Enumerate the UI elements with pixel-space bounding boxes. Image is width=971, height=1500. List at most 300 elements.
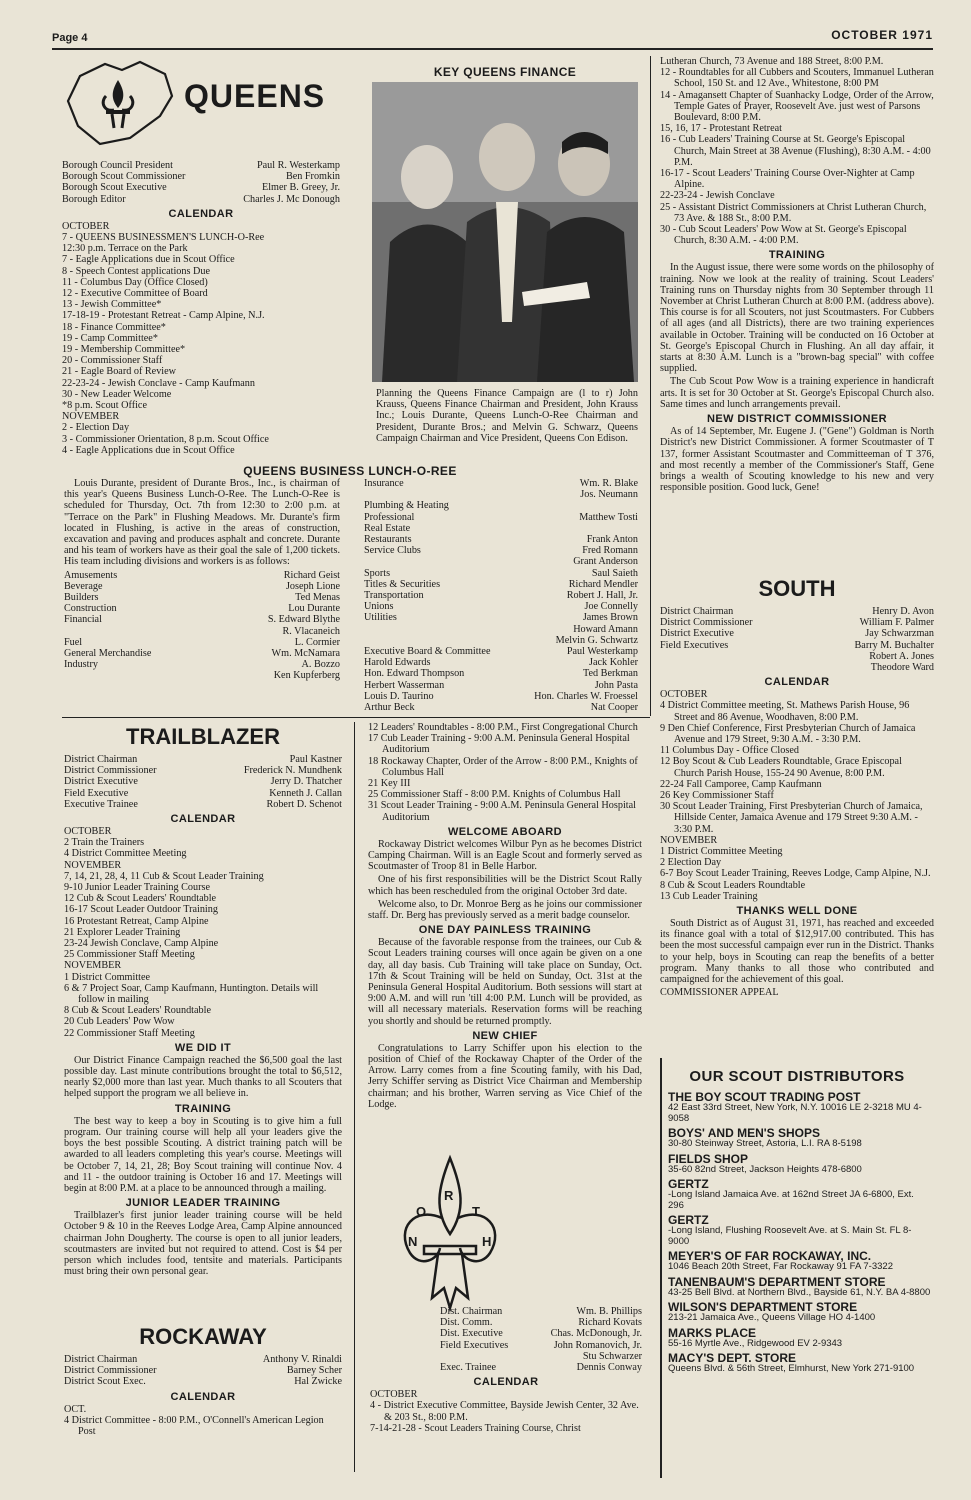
- lunch-division-value: Jack Kohler: [589, 657, 638, 669]
- emblem-letter-t: T: [472, 1204, 480, 1219]
- queens-calendar-item: OCTOBER: [62, 220, 110, 232]
- lunch-division-value: James Brown: [582, 612, 638, 624]
- queens-officers: [62, 160, 340, 205]
- lunch-division-row: [364, 489, 638, 500]
- south-title: SOUTH: [758, 576, 836, 601]
- south-officer-label: District Chairman: [660, 606, 734, 617]
- queens-officer-value: Elmer B. Greey, Jr.: [262, 182, 340, 194]
- trailblazer-officer-row: [64, 765, 342, 776]
- north-calendar-item: 12 - Roundtables for all Cubbers and Scouters, Immanuel Lutheran School, 150 St. and 12 Ave., Whitestone, 8:00 PM: [660, 67, 934, 90]
- lunch-division-row: [364, 635, 638, 646]
- north-officers: [370, 1306, 642, 1373]
- lunch-division-row: [364, 579, 638, 590]
- emblem-letter-o: O: [416, 1204, 427, 1219]
- distributor-entry: [668, 1301, 932, 1324]
- lunch-division-row: [64, 659, 340, 670]
- distributor-entry: [668, 1178, 932, 1211]
- north-calendar-item: 4 - District Executive Committee, Bayside Jewish Center, 32 Ave. & 203 St., 8:00 P.M.: [370, 1400, 639, 1423]
- lunch-division-row: [364, 523, 638, 534]
- lunch-division-value: Saul Saieth: [591, 567, 638, 579]
- north-calendar-continued: Lutheran Church, 73 Avenue and 188 Street, 8:00 P.M. 12 - Roundtables for all Cubbers and Scouters, Immanuel Lutheran School, 150 St. and 12 Ave., Whitestone, 8:00 PM 14 - Amagansett Chapter of Suanhacky Lodge, Order of the Arrow, Temple Gates of Prayer, Roosevelt Ave. just west of Parsons Boulevard, 8:00 P.M. 15, 16, 17 - Protestant Retreat 16 - Cub Leaders' Training Course at St. George's Episcopal Church, Main Street at 38 Avenue (Flushing), 8:30 A.M. - 4:00 P.M. 16-17 - Scout Leaders' Training Course Over-Nighter at Camp Alpine. 22-23-24 - Jewish Conclave 25 - Assistant District Commissioners at Christ Lutheran Church, 73 Ave. & 188 St., 8:00 P.M. 30 - Cub Scout Leaders' Pow Wow at St. George's Episcopal Church, 8:30 A.M. - 4:00 P.M. TRAINING In the August issue, there were some words on the philosophy of training. Now we look at the reality of training. Scout Leaders' Training runs on Thursday nights from 30 September through 11 November at Christ Lutheran Church at 8:00 P.M. (address above). This course is for all Scouters, not just Scoutmasters. For Cubbers of all ages (and all Districts), there are two training experiences available in October. Training will be conducted on 16 October at St. George's Episcopal Church in Flushing. An all day affair, it starts at 8:30 A.M. Lunch is a "brown-bag special" with coffee supplied. The Cub Scout Pow Wow is a training experience in handicraft arts. It is set for 30 October at St. George's Episcopal Church also. Same times and lunch arrangements prevail. NEW DISTRICT COMMISSIONER As of 14 September, Mr. Eugene J. ("Gene") Goldman is North District's new District Commissioner. A former Scoutmaster of T 137, former Assistant Scoutmaster and Committeeman of T 376, and most recently a member of the Commissioner's Staff, Gene brings a wealth of Scouting knowledge to his new and very responsible position. Good luck, Gene!: [660, 56, 934, 494]
- distributor-entry: [668, 1153, 932, 1176]
- north-officer-label: Field Executives: [440, 1339, 509, 1351]
- lunch-division-value: Melvin G. Schwartz: [555, 634, 638, 646]
- queens-title: QUEENS: [184, 78, 326, 114]
- trailblazer-officer-row: [64, 788, 342, 799]
- queens-calendar-item: 2 - Election Day: [62, 422, 130, 434]
- distributor-entry: [668, 1250, 932, 1273]
- north-officer-row: [440, 1317, 642, 1328]
- rockaway-calendar-heading: CALENDAR: [170, 1390, 236, 1403]
- distributor-address: Queens Blvd. & 56th Street, Elmhurst, New York 271-9100: [668, 1363, 915, 1374]
- lunch-division-value: Paul Westerkamp: [566, 646, 638, 658]
- queens-calendar-item: 4 - Eagle Applications due in Scout Office: [62, 444, 235, 456]
- queens-column: [62, 160, 340, 456]
- queens-calendar-item: 12 - Executive Committee of Board: [62, 288, 208, 300]
- lunch-division-value: Lou Durante: [288, 603, 340, 615]
- south-calendar-item: 26 Key Commissioner Staff: [660, 790, 774, 802]
- trailblazer-calendar-item: 1 District Committee: [64, 971, 151, 983]
- lunch-division-value: Robert J. Hall, Jr.: [566, 590, 638, 602]
- rockaway-officer-label: District Commissioner: [64, 1365, 157, 1377]
- lunch-division-label: Utilities: [364, 612, 397, 624]
- north-officer-value: Chas. McDonough, Jr.: [550, 1328, 642, 1340]
- south-calendar-item: OCTOBER: [660, 689, 708, 701]
- rockaway-officers: [64, 1354, 342, 1388]
- trailblazer-calendar: [64, 826, 342, 1039]
- south-officer-value: Henry D. Avon: [872, 606, 934, 617]
- queens-calendar-item: NOVEMBER: [62, 411, 120, 423]
- queens-officer-label: Borough Scout Commissioner: [62, 171, 186, 183]
- north-calendar-item: 16 - Cub Leaders' Training Course at St. George's Episcopal Church, Main Street at 38 Avenue (Flushing), 8:30 A.M. - 4:00 P.M.: [660, 134, 931, 168]
- finance-heading: KEY QUEENS FINANCE: [433, 65, 577, 79]
- north-column: [370, 1306, 642, 1476]
- new-chief-heading: NEW CHIEF: [472, 1029, 538, 1042]
- trailblazer-column: TRAILBLAZER District Chairman Paul Kastner District Commissioner Frederick N. Mundhenk District Executive Jerry D. Thatcher Field Executive Kenneth J. Callan Executive Trainee Robert D. Schenot CALENDAR OCTOBER 2 Train the Trainers 4 District Committee Meeting NOVEMBER 7, 14, 21, 28, 4, 11 Cub & Scout Leader Training 9-10 Junior Leader Training Course 12 Cub & Scout Leaders' Roundtable 16-17 Scout Leader Outdoor Training 16 Protestant Retreat, Camp Alpine 21 Explorer Leader Training 23-24 Jewish Conclave, Camp Alpine 25 Commissioner Staff Meeting NOVEMBER 1 District Committee 6 & 7 Project Soar, Camp Kaufmann, Huntington. Details will follow in mailing 8 Cub & Scout Leaders' Roundtable 20 Cub Leaders' Pow Wow 22 Commissioner Staff Meeting WE DID IT Our District Finance Campaign reached the $6,500 goal the last possible day. Last minute contributions brought the total to $6,512, nearly $2,000 more than last year. Much thanks to all Scouters that helped support the program we all believe in. TRAINING The best way to keep a boy in Scouting is to give him a full program. Our training course will help all your leaders give the boys the best possible Scouting. A district training patch will be awarded to all leaders completing this year's course. Meetings will be October 7, 14, 21, 28; Boy Scout training will continue Nov. 4 and 11 - the outdoor training is October 16 and 17. Meetings will begin at 8:00 P.M. at a place to be announced through a mailing. JUNIOR LEADER TRAINING Trailblazer's first junior leader training course will be held October 9 & 10 in the Reeves Lodge Area, Camp Alpine announced chairman John Dougherty. The course is open to all junior leaders, scoutmasters are invited but not required to attend. Cost is $4 per person which includes food, tentsite and materials. Participants must bring their own personal gear.: [64, 724, 342, 1278]
- lunch-division-label: Transportation: [364, 590, 424, 602]
- distributor-entry: [668, 1276, 932, 1299]
- distributor-name: FIELDS SHOP: [668, 1151, 749, 1166]
- trailblazer-officer-label: District Executive: [64, 776, 138, 788]
- lunch-division-label: Amusements: [64, 569, 118, 581]
- section-rule: [62, 717, 650, 718]
- distributors-heading: OUR SCOUT DISTRIBUTORS: [689, 1068, 905, 1085]
- north-calendar-item: 22-23-24 - Jewish Conclave: [660, 190, 775, 202]
- lunch-division-value: Richard Mendler: [568, 578, 638, 590]
- lunch-division-label: Financial: [64, 614, 102, 626]
- lunch-division-value: Joe Connelly: [584, 601, 638, 613]
- lunch-division-value: Frank Anton: [586, 534, 638, 546]
- north-officer-value: John Romanovich, Jr.: [553, 1339, 642, 1351]
- trailblazer-officers: [64, 754, 342, 810]
- distributors-list: [662, 1091, 932, 1375]
- lunch-division-value: Wm. McNamara: [271, 648, 340, 660]
- lunch-division-value: Fred Romann: [582, 545, 638, 557]
- south-calendar-item: 2 Election Day: [660, 857, 722, 869]
- trailblazer-officer-row: [64, 776, 342, 787]
- lunch-division-label: Plumbing & Heating: [364, 500, 449, 512]
- lunch-division-value: John Pasta: [594, 679, 638, 691]
- trailblazer-officer-value: Frederick N. Mundhenk: [243, 765, 342, 777]
- queens-calendar-item: 20 - Commissioner Staff: [62, 355, 163, 367]
- lunch-division-label: General Merchandise: [64, 648, 152, 660]
- three-men-photo: [372, 82, 638, 382]
- lunch-division-label: Fuel: [64, 636, 83, 648]
- lunch-division-row: [364, 478, 638, 489]
- distributor-address: 55-16 Myrtle Ave., Ridgewood EV 2-9343: [668, 1337, 843, 1349]
- north-officer-row: [440, 1306, 642, 1317]
- lunch-division-label: Professional: [364, 511, 415, 523]
- south-calendar-heading: CALENDAR: [764, 676, 830, 689]
- distributor-name: GERTZ: [668, 1213, 709, 1227]
- distributor-address: 43-25 Bell Blvd. at Northern Blvd., Bayside 61, N.Y. BA 4-8800: [668, 1286, 931, 1298]
- south-calendar-item: 8 Cub & Scout Leaders Roundtable: [660, 879, 806, 891]
- emblem-letter-r: R: [444, 1188, 454, 1203]
- lunch-division-row: [64, 637, 340, 648]
- south-officer-row: [660, 617, 934, 628]
- distributor-name: TANENBAUM'S DEPARTMENT STORE: [668, 1274, 886, 1289]
- lunch-division-row: [364, 512, 638, 523]
- lunch-left-column: Louis Durante, president of Durante Bros., Inc., is chairman of this year's Queens Business Lunch-O-Ree. The Lunch-O-Ree is scheduled for Thursday, Oct. 7th from 12:30 to 2:00 p.m. at "Terrace on the Park" in Flushing Meadows. Mr. Durante's firm located in Flushing, is active in the areas of construction, excavation and paving and produces asphalt and concrete. Durante and his team of workers have as their goal the sale of 1,200 tickets. His team including divisions and workers is as follows: Amusements Richard Geist Beverage Joseph Lione Builders Ted Menas Construction Lou Durante Financial S. Edward Blythe R. Vlacaneich Fuel L. Cormier General Merchandise Wm. McNamara Industry A. Bozzo Ken Kupferberg: [64, 478, 340, 682]
- thanks-heading: THANKS WELL DONE: [736, 905, 858, 918]
- issue-date: OCTOBER 1971: [831, 28, 933, 42]
- rockaway-continued-column: 12 Leaders' Roundtables - 8:00 P.M., First Congregational Church 17 Cub Leader Training - 9:00 A.M. Peninsula General Hospital Auditorium 18 Rockaway Chapter, Order of the Arrow - 8:00 P.M., Knights of Columbus Hall 21 Key III 25 Commissioner Staff - 8:00 P.M. Knights of Columbus Hall 31 Scout Leader Training - 9:00 A.M. Peninsula General Hospital Auditorium WELCOME ABOARD Rockaway District welcomes Wilbur Pyn as he becomes District Camping Chairman. Will is an Eagle Scout and formerly served as Scoutmaster of Troop 81 in Belle Harbor. One of his first responsibilities will be the District Scout Rally which has been rescheduled from the original October 3rd date. Welcome also, to Dr. Monroe Berg as he joins our commissioner staff. Dr. Berg has previously served as a merit badge counselor. ONE DAY PAINLESS TRAINING Because of the favorable response from the trainees, our Cub & Scout Leaders training courses will once again be given on a one day, all day basis. Cub Training will take place on Sunday, Oct. 17th & Scout Training will be held on Sunday, Oct. 31st at the Peninsula General Hospital Auditorium. Both sessions will start at 9:00 A.M. and will run 'till 4:00 P.M. Lunch will be provided, as will all necessary materials. Reservation forms will be reaching you shortly and should be returned promptly. NEW CHIEF Congratulations to Larry Schiffer upon his election to the position of Chief of the Rockaway Chapter of the Order of the Arrow. Larry comes from a fine Scouting family, with his Dad, Jerry Schiffer serving as District Vice Chairman and Membership chairman; and his brother, Warren serving as Vice Chief of the Lodge.: [368, 722, 642, 1110]
- queens-calendar-item: 13 - Jewish Committee*: [62, 299, 162, 311]
- queens-calendar-item: 8 - Speech Contest applications Due: [62, 265, 210, 277]
- lunch-division-value: R. Vlacaneich: [282, 625, 340, 637]
- emblem-letter-h: H: [482, 1234, 492, 1249]
- rockaway-calendar-item: 12 Leaders' Roundtables - 8:00 P.M., First Congregational Church: [368, 722, 638, 733]
- trailblazer-title: TRAILBLAZER: [126, 724, 280, 749]
- page-header: [52, 28, 933, 50]
- lunch-division-value: Ted Berkman: [582, 668, 638, 680]
- south-officers: [660, 606, 934, 673]
- trailblazer-calendar-item: 9-10 Junior Leader Training Course: [64, 882, 211, 894]
- south-officer-value: Barry M. Buchalter: [854, 639, 934, 651]
- lunch-division-value: Richard Geist: [283, 569, 340, 581]
- north-officer-label: Exec. Trainee: [440, 1362, 497, 1374]
- lunch-division-row: [64, 648, 340, 659]
- fleur-de-lis-icon: [380, 1148, 520, 1318]
- trailblazer-officer-value: Robert D. Schenot: [266, 798, 342, 810]
- welcome-heading: WELCOME ABOARD: [448, 825, 562, 838]
- north-calendar-heading: CALENDAR: [473, 1376, 539, 1389]
- lunch-division-label: Hon. Edward Thompson: [364, 668, 465, 680]
- lunch-division-value: L. Cormier: [294, 636, 340, 648]
- north-calendar-item: 15, 16, 17 - Protestant Retreat: [660, 123, 782, 135]
- lunch-division-label: Restaurants: [364, 534, 412, 546]
- lunch-division-label: Real Estate: [364, 522, 411, 534]
- distributor-entry: [668, 1327, 932, 1350]
- north-officer-row: [440, 1362, 642, 1373]
- north-calendar-item: 7-14-21-28 - Scout Leaders Training Course, Christ: [370, 1422, 581, 1434]
- column-rule-2: [354, 722, 355, 1472]
- we-did-it-heading: WE DID IT: [174, 1041, 232, 1054]
- lunch-division-label: Construction: [64, 603, 117, 615]
- distributor-name: GERTZ: [668, 1177, 709, 1191]
- distributor-name: MEYER'S OF FAR ROCKAWAY, INC.: [668, 1249, 872, 1263]
- queens-calendar-item: *8 p.m. Scout Office: [62, 400, 147, 412]
- rockaway-officer-value: Barney Scher: [286, 1365, 342, 1377]
- page-number: Page 4: [52, 32, 88, 44]
- queens-map-fleur-icon: [60, 56, 180, 151]
- lunch-division-label: Titles & Securities: [364, 578, 441, 590]
- north-calendar-items: [660, 56, 934, 246]
- distributor-entry: [668, 1127, 932, 1150]
- lunch-division-label: Arthur Beck: [364, 702, 415, 714]
- south-officer-row: [660, 628, 934, 639]
- queens-calendar-item: 11 - Columbus Day (Office Closed): [62, 276, 208, 288]
- rockaway-calendar: [64, 1404, 342, 1438]
- lunch-division-value: Ted Menas: [295, 592, 340, 604]
- trailblazer-training-heading: TRAINING: [174, 1102, 232, 1115]
- north-calendar-item: Lutheran Church, 73 Avenue and 188 Street, 8:00 P.M.: [660, 56, 884, 67]
- south-calendar-item: 1 District Committee Meeting: [660, 846, 783, 858]
- lunch-division-row: [64, 670, 340, 681]
- queens-officer-value: Ben Fromkin: [285, 171, 340, 183]
- south-officer-row: [660, 606, 934, 617]
- distributor-address: -Long Island Jamaica Ave. at 162nd Street JA 6-6800, Ext. 296: [668, 1189, 914, 1211]
- south-calendar-item: 13 Cub Leader Training: [660, 890, 758, 902]
- queens-calendar-heading: CALENDAR: [168, 207, 234, 220]
- rockaway-calendar-item: 25 Commissioner Staff - 8:00 P.M. Knights of Columbus Hall: [368, 789, 621, 801]
- south-officer-value: Theodore Ward: [870, 662, 934, 674]
- queens-calendar-item: 12:30 p.m. Terrace on the Park: [62, 243, 188, 255]
- south-calendar-item: 6-7 Boy Scout Leader Training, Reeves Lodge, Camp Alpine, N.J.: [660, 868, 931, 880]
- lunch-division-value: Ken Kupferberg: [273, 670, 340, 682]
- trailblazer-calendar-item: 8 Cub & Scout Leaders' Roundtable: [64, 1005, 211, 1017]
- trailblazer-calendar-item: 2 Train the Trainers: [64, 837, 145, 849]
- lunch-division-label: Sports: [364, 567, 391, 579]
- distributor-name: MACY'S DEPT. STORE: [668, 1351, 796, 1365]
- queens-calendar-item: 21 - Eagle Board of Review: [62, 366, 177, 378]
- distributor-name: THE BOY SCOUT TRADING POST: [668, 1090, 861, 1104]
- trailblazer-calendar-item: 20 Cub Leaders' Pow Wow: [64, 1016, 175, 1028]
- lunch-division-label: Insurance: [364, 478, 404, 489]
- lunch-division-value: Joseph Lione: [285, 580, 340, 592]
- emblem-letter-n: N: [408, 1234, 418, 1249]
- trailblazer-officer-value: Paul Kastner: [289, 754, 342, 765]
- lunch-division-row: [64, 614, 340, 625]
- trailblazer-officer-value: Kenneth J. Callan: [269, 787, 342, 799]
- lunch-division-label: Executive Board & Committee: [364, 646, 491, 658]
- lunch-division-value: Grant Anderson: [573, 556, 638, 568]
- north-officer-value: Wm. B. Phillips: [576, 1306, 642, 1317]
- rockaway-officer-row: [64, 1365, 342, 1376]
- finance-photo: [372, 82, 638, 382]
- lunch-division-row: [64, 570, 340, 581]
- north-officer-row: [440, 1328, 642, 1339]
- queens-calendar-item: 17-18-19 - Protestant Retreat - Camp Alpine, N.J.: [62, 310, 265, 322]
- rockaway-calendar-item: 18 Rockaway Chapter, Order of the Arrow - 8:00 P.M., Knights of Columbus Hall: [368, 755, 638, 778]
- painless-heading: ONE DAY PAINLESS TRAINING: [418, 924, 592, 937]
- lunch-division-label: Unions: [364, 601, 394, 613]
- distributor-address: 1046 Beach 20th Street, Far Rockaway 91 FA 7-3322: [668, 1261, 893, 1272]
- north-training-heading: TRAINING: [768, 249, 826, 262]
- lunch-divisions-right: [364, 478, 638, 713]
- lunch-division-row: [364, 556, 638, 567]
- lunch-division-row: [364, 657, 638, 668]
- distributor-address: 35-60 82nd Street, Jackson Heights 478-6800: [668, 1163, 862, 1175]
- trailblazer-calendar-item: OCTOBER: [64, 826, 112, 838]
- trailblazer-calendar-item: NOVEMBER: [64, 859, 122, 871]
- south-officer-row: [660, 662, 934, 673]
- distributor-address: 213-21 Jamaica Ave., Queens Village HO 4-1400: [668, 1312, 876, 1323]
- lunch-division-row: [364, 534, 638, 545]
- trailblazer-calendar-item: 12 Cub & Scout Leaders' Roundtable: [64, 893, 217, 905]
- lunch-division-value: A. Bozzo: [301, 659, 340, 671]
- lunch-division-label: Beverage: [64, 580, 103, 592]
- queens-calendar: [62, 221, 340, 456]
- lunch-right-column: [364, 478, 638, 714]
- queens-officer-row: [62, 194, 340, 205]
- queens-calendar-item: 7 - QUEENS BUSINESSMEN'S LUNCH-O-Ree: [62, 232, 265, 244]
- distributor-address: 30-80 Steinway Street, Astoria, L.I. RA 8-5198: [668, 1138, 862, 1149]
- north-calendar-item: 14 - Amagansett Chapter of Suanhacky Lodge, Order of the Arrow, Temple Gates of Prayer, Roosevelt Ave. just west of Parsons Boulevard, 8:00 P.M.: [660, 89, 934, 124]
- queens-calendar-item: 3 - Commissioner Orientation, 8 p.m. Scout Office: [62, 433, 269, 445]
- queens-masthead: [60, 56, 360, 156]
- distributor-address: -Long Island, Flushing Roosevelt Ave. at S. Main St. FL 8-9000: [668, 1225, 912, 1247]
- lunch-division-row: [364, 646, 638, 657]
- queens-calendar-item: 30 - New Leader Welcome: [62, 388, 172, 400]
- south-calendar-item: 4 District Committee meeting, St. Mathews Parish House, 96 Street and 86 Avenue, Woodhaven, 8:00 P.M.: [660, 700, 910, 723]
- north-officer-value: Dennis Conway: [576, 1362, 642, 1374]
- lunch-division-value: Matthew Tosti: [579, 511, 638, 523]
- lunch-division-row: [64, 626, 340, 637]
- south-officer-row: [660, 640, 934, 651]
- trailblazer-calendar-item: NOVEMBER: [64, 960, 122, 972]
- rockaway-calendar-item: 31 Scout Leader Training - 9:00 A.M. Peninsula General Hospital Auditorium: [368, 800, 636, 823]
- lunch-division-label: Herbert Wasserman: [364, 679, 445, 691]
- queens-officer-label: Borough Scout Executive: [62, 182, 167, 194]
- south-calendar-item: NOVEMBER: [660, 834, 718, 846]
- trailblazer-calendar-item: 21 Explorer Leader Training: [64, 926, 181, 938]
- distributor-name: BOYS' AND MEN'S SHOPS: [668, 1126, 820, 1140]
- south-officer-label: District Commissioner: [660, 617, 753, 629]
- north-officer-value: Stu Schwarzer: [582, 1350, 642, 1362]
- lunch-division-row: [364, 500, 638, 511]
- north-officer-label: Dist. Executive: [440, 1328, 503, 1340]
- lunch-division-row: [64, 603, 340, 614]
- rockaway-calendar-item: 17 Cub Leader Training - 9:00 A.M. Peninsula General Hospital Auditorium: [368, 733, 630, 756]
- lunch-divisions-left: [64, 570, 340, 682]
- rockaway-officer-value: Hal Zwicke: [294, 1376, 342, 1388]
- queens-calendar-item: 22-23-24 - Jewish Conclave - Camp Kaufmann: [62, 377, 255, 389]
- trailblazer-calendar-item: 22 Commissioner Staff Meeting: [64, 1027, 195, 1039]
- south-signature: COMMISSIONER APPEAL: [660, 987, 779, 999]
- queens-officer-value: Paul R. Westerkamp: [256, 160, 340, 171]
- trailblazer-officer-label: District Commissioner: [64, 765, 157, 777]
- lunch-division-row: [364, 568, 638, 579]
- north-officer-label: Dist. Comm.: [440, 1317, 493, 1329]
- lunch-division-row: [364, 702, 638, 713]
- rockaway-officer-row: [64, 1354, 342, 1365]
- queens-officer-label: Borough Council President: [62, 160, 173, 171]
- rockaway-officer-value: Anthony V. Rinaldi: [262, 1354, 342, 1365]
- queens-calendar-item: 19 - Camp Committee*: [62, 332, 158, 344]
- distributor-address: 42 East 33rd Street, New York, N.Y. 10016 LE 2-3218 MU 4-9058: [668, 1102, 922, 1124]
- distributor-name: WILSON'S DEPARTMENT STORE: [668, 1300, 858, 1314]
- north-officer-row: [440, 1351, 642, 1362]
- lunch-division-value: Howard Amann: [573, 623, 638, 635]
- lunch-division-row: [364, 590, 638, 601]
- queens-calendar-item: 18 - Finance Committee*: [62, 321, 166, 333]
- trailblazer-calendar-item: 16-17 Scout Leader Outdoor Training: [64, 904, 218, 916]
- rockaway-officer-label: District Chairman: [64, 1354, 138, 1365]
- north-officer-label: Dist. Chairman: [440, 1306, 503, 1317]
- rockaway-officer-label: District Scout Exec.: [64, 1376, 146, 1388]
- trailblazer-calendar-item: 4 District Committee Meeting: [64, 848, 187, 860]
- lunch-division-row: [64, 581, 340, 592]
- south-officer-label: Field Executives: [660, 639, 729, 651]
- south-officer-value: William F. Palmer: [859, 617, 934, 629]
- junior-leader-heading: JUNIOR LEADER TRAINING: [125, 1197, 281, 1210]
- lunch-division-row: [64, 592, 340, 603]
- lunch-division-row: [364, 691, 638, 702]
- finance-caption: Planning the Queens Finance Campaign are (l to r) John Krauss, Queens Finance Chairman and President, John Krauss Inc.; Louis Durante, Queens Lunch-O-Ree Chairman and President, Durante Bros.; and Melvin G. Schwarz, Queens Campaign Chairman and Vice President, Queens Con Edison.: [376, 388, 638, 444]
- north-emblem: [380, 1148, 520, 1318]
- lunch-division-value: Hon. Charles W. Froessel: [534, 690, 638, 702]
- lunch-division-row: [364, 612, 638, 623]
- queens-calendar-item: 7 - Eagle Applications due in Scout Office: [62, 254, 235, 266]
- lunch-division-label: Builders: [64, 592, 99, 604]
- south-column: SOUTH District Chairman Henry D. Avon District Commissioner William F. Palmer District Executive Jay Schwarzman Field Executives Barry M. Buchalter Robert A. Jones Theodore Ward CALENDAR OCTOBER 4 District Committee meeting, St. Mathews Parish House, 96 Street and 86 Avenue, Woodhaven, 8:00 P.M. 9 Den Chief Conference, First Presbyterian Church of Jamaica Avenue and 179 Street, 9:30 A.M. - 3:30 P.M. 11 Columbus Day - Office Closed 12 Boy Scout & Cub Leaders Roundtable, Grace Episcopal Church Parish House, 155-24 90 Avenue, 8:00 P.M. 22-24 Fall Camporee, Camp Kaufmann 26 Key Commissioner Staff 30 Scout Leader Training, First Presbyterian Church of Jamaica, Hillside Center, Jamaica Avenue and 179 Street 9:30 A.M. - 3:30 P.M. NOVEMBER 1 District Committee Meeting 2 Election Day 6-7 Boy Scout Leader Training, Reeves Lodge, Camp Alpine, N.J. 8 Cub & Scout Leaders Roundtable 13 Cub Leader Training THANKS WELL DONE South District as of August 31, 1971, has reached and exceeded its finance goal with a total of $12,917.00 contributed. This has been the most successful campaign ever run in the District. Thanks to your help, boys in Scouting can reap the benefits of a better program. Many thanks to all those who contributed and campaigned for the achievement of this goal. COMMISSIONER APPEAL: [660, 576, 934, 999]
- north-officer-value: Richard Kovats: [578, 1317, 642, 1329]
- north-calendar: [370, 1389, 642, 1434]
- south-calendar-item: 30 Scout Leader Training, First Presbyterian Church of Jamaica, Hillside Center, Jamaica Avenue and 179 Street 9:30 A.M. - 3:30 P.M.: [660, 801, 923, 835]
- trailblazer-calendar-item: 6 & 7 Project Soar, Camp Kaufmann, Huntington. Details will follow in mailing: [64, 982, 319, 1006]
- distributor-entry: [668, 1352, 932, 1375]
- trailblazer-calendar-item: 25 Commissioner Staff Meeting: [64, 949, 195, 961]
- trailblazer-officer-label: Executive Trainee: [64, 798, 138, 810]
- lunch-division-row: [364, 601, 638, 612]
- lunch-division-row: [364, 545, 638, 556]
- trailblazer-officer-row: [64, 754, 342, 765]
- lunch-division-label: Service Clubs: [364, 545, 421, 557]
- trailblazer-officer-label: Field Executive: [64, 787, 129, 799]
- column-rule: [650, 56, 651, 716]
- lunch-division-value: Jos. Neumann: [580, 489, 638, 501]
- trailblazer-calendar-heading: CALENDAR: [170, 813, 236, 826]
- distributor-entry: [668, 1214, 932, 1247]
- south-officer-value: Robert A. Jones: [869, 650, 934, 662]
- north-calendar-item: 30 - Cub Scout Leaders' Pow Wow at St. George's Episcopal Church, 8:30 A.M. - 4:00 P.M.: [660, 224, 907, 247]
- south-officer-row: [660, 651, 934, 662]
- rockaway-calendar-item: 4 District Committee - 8:00 P.M., O'Connell's American Legion Post: [64, 1414, 324, 1438]
- distributor-entry: [668, 1091, 932, 1124]
- south-officer-value: Jay Schwarzman: [865, 628, 934, 640]
- queens-officer-label: Borough Editor: [62, 193, 126, 205]
- lunch-division-label: Harold Edwards: [364, 657, 431, 669]
- queens-officer-row: [62, 171, 340, 182]
- trailblazer-calendar-item: 7, 14, 21, 28, 4, 11 Cub & Scout Leader Training: [64, 870, 264, 882]
- south-calendar: [660, 689, 934, 902]
- trailblazer-officer-label: District Chairman: [64, 754, 138, 765]
- distributors-box: [660, 1058, 932, 1478]
- north-calendar-item: OCTOBER: [370, 1389, 418, 1401]
- lunch-division-value: Wm. R. Blake: [579, 478, 638, 489]
- trailblazer-calendar-item: 16 Protestant Retreat, Camp Alpine: [64, 915, 209, 927]
- south-calendar-item: 12 Boy Scout & Cub Leaders Roundtable, Grace Episcopal Church Parish House, 155-24 90 Avenue, 8:00 P.M.: [660, 756, 902, 779]
- south-officer-label: District Executive: [660, 628, 734, 640]
- north-calendar-item: 25 - Assistant District Commissioners at Christ Lutheran Church, 73 Ave. & 188 St., 8:00 P.M.: [660, 201, 927, 224]
- rockaway-column: [64, 1322, 342, 1472]
- queens-officer-row: [62, 182, 340, 193]
- south-calendar-item: 22-24 Fall Camporee, Camp Kaufmann: [660, 778, 822, 790]
- queens-calendar-item: 19 - Membership Committee*: [62, 344, 186, 356]
- north-calendar-item: 16-17 - Scout Leaders' Training Course Over-Nighter at Camp Alpine.: [660, 168, 915, 191]
- trailblazer-officer-row: [64, 799, 342, 810]
